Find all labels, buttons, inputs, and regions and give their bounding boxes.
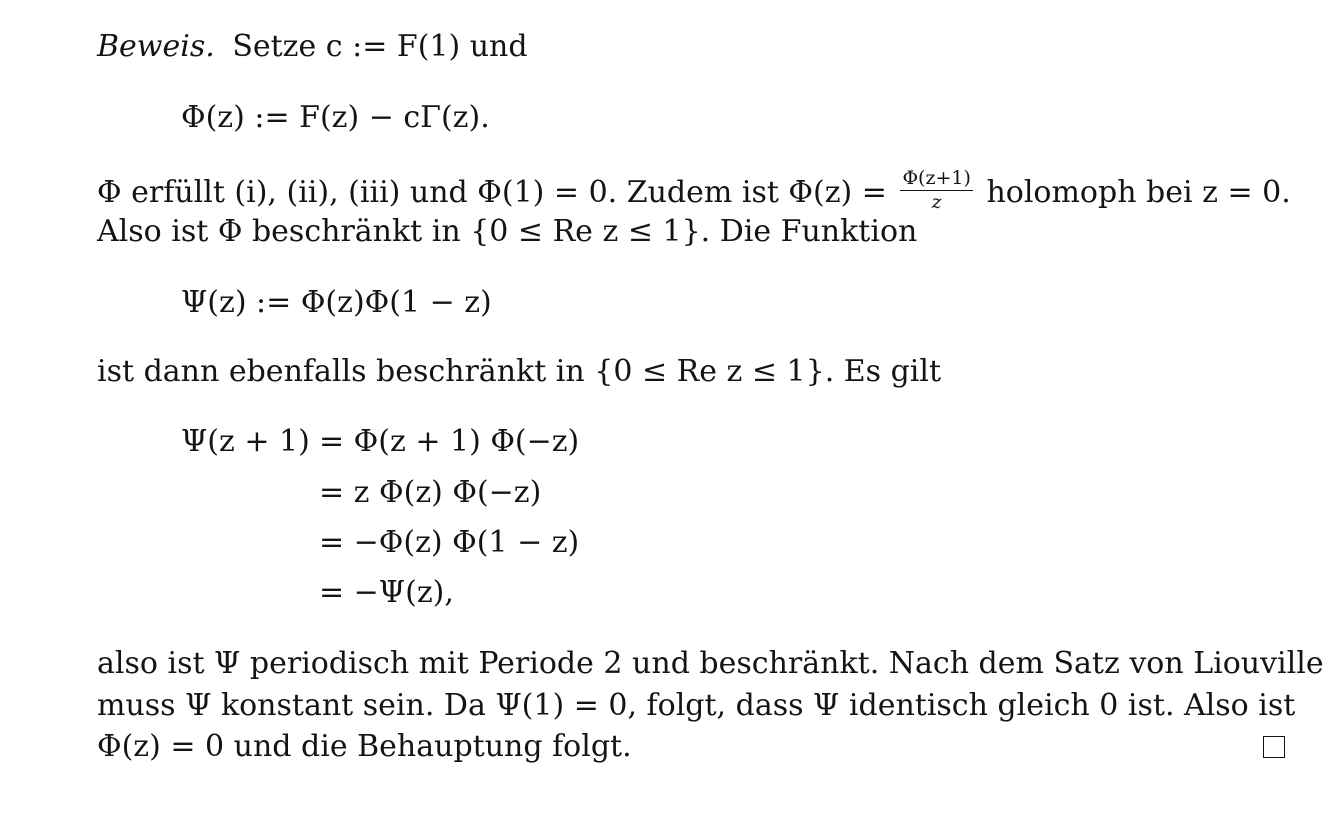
- fraction-numerator: Φ(z+1): [902, 167, 971, 189]
- fraction-denominator: z: [931, 191, 942, 213]
- conclusion-line-2: muss Ψ konstant sein. Da Ψ(1) = 0, folgt, dass Ψ identisch gleich 0 ist. Also ist: [97, 688, 1296, 723]
- align-row-3: = −Φ(z) Φ(1 − z): [319, 525, 580, 560]
- paragraph-phi-properties-line2: Also ist Φ beschränkt in {0 ≤ Re z ≤ 1}. Die Funktion: [97, 214, 918, 249]
- align-row-2: = z Φ(z) Φ(−z): [319, 475, 542, 510]
- conclusion-line-1: also ist Ψ periodisch mit Periode 2 und beschränkt. Nach dem Satz von Liouville: [97, 646, 1324, 681]
- equation-psi-definition: Ψ(z) := Φ(z)Φ(1 − z): [181, 285, 492, 320]
- equation-phi-definition: Φ(z) := F(z) − cΓ(z).: [181, 100, 490, 135]
- paragraph-psi-bounded: ist dann ebenfalls beschränkt in {0 ≤ Re z ≤ 1}. Es gilt: [97, 354, 942, 389]
- paragraph-phi-properties-line1: [97, 167, 1291, 216]
- phi-properties-text-b: holomoph bei z = 0.: [986, 175, 1291, 210]
- align-row-4: = −Ψ(z),: [319, 575, 454, 610]
- proof-label: Beweis.: [97, 29, 215, 64]
- align-lhs: Ψ(z + 1): [181, 424, 310, 459]
- conclusion-line-3: Φ(z) = 0 und die Behauptung folgt.: [97, 729, 632, 764]
- qed-square-icon: [1263, 736, 1285, 758]
- inline-fraction: [900, 168, 972, 212]
- phi-properties-text-a: Φ erfüllt (i), (ii), (iii) und Φ(1) = 0. Zudem ist Φ(z) =: [97, 175, 887, 210]
- align-row-1: = Φ(z + 1) Φ(−z): [319, 424, 580, 459]
- proof-intro: [97, 29, 528, 65]
- proof-intro-text: Setze c := F(1) und: [232, 29, 528, 64]
